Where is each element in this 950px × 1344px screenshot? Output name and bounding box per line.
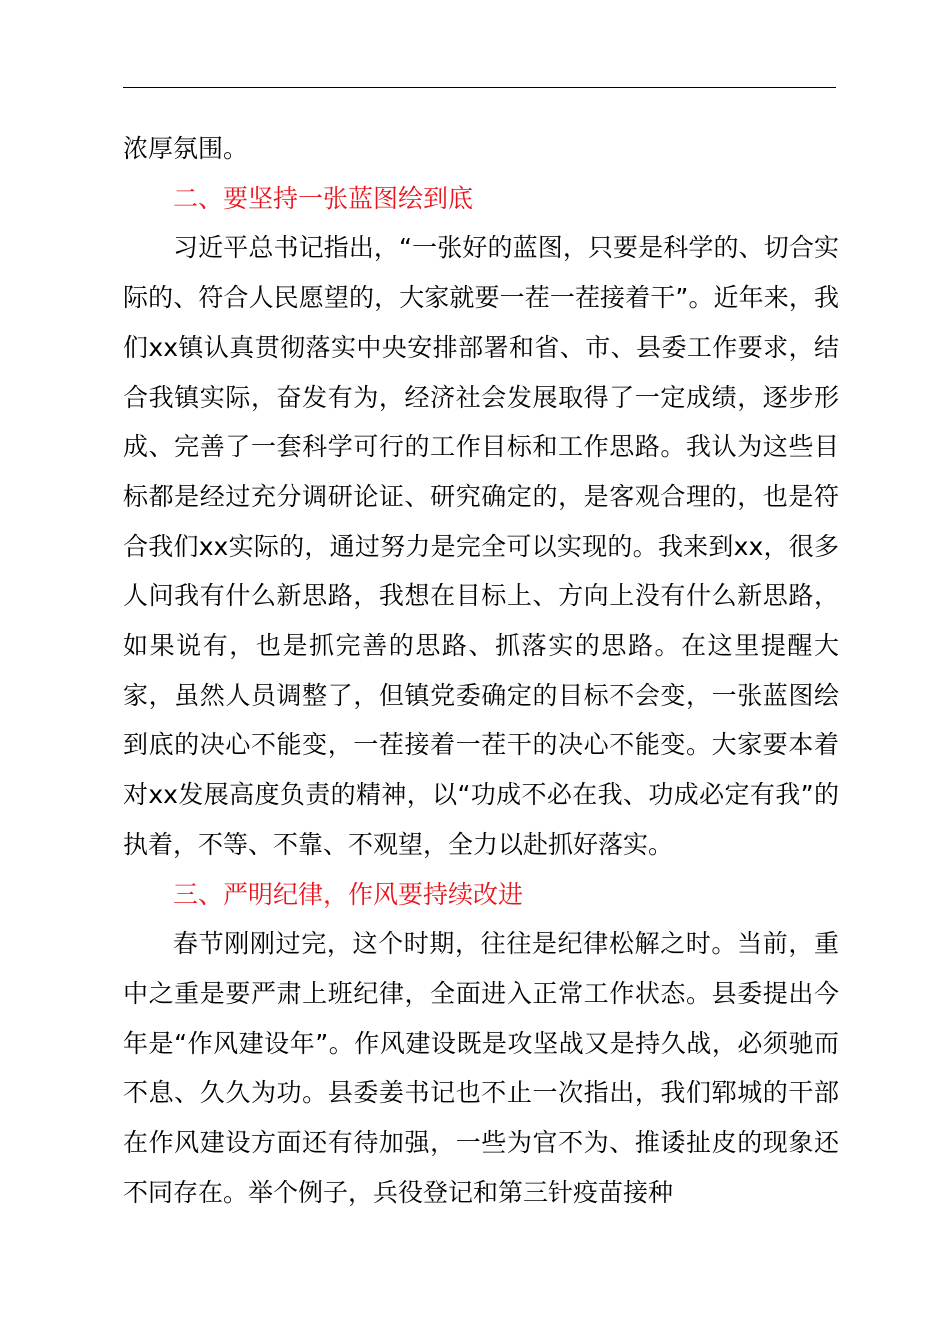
paragraph-blueprint: 习近平总书记指出，“一张好的蓝图，只要是科学的、切合实际的、符合人民愿望的，大家就要一茬一茬接着干”。近年来，我们xx镇认真贯彻落实中央安排部署和省、市、县委工作要求，结合我镇实际，奋发有为，经济社会发展取得了一定成绩，逐步形成、完善了一套科学可行的工作目标和工作思路。我认为这些目标都是经过充分调研论证、研究确定的，是客观合理的，也是符合我们xx实际的，通过努力是完全可以实现的。我来到xx，很多人问我有什么新思路，我想在目标上、方向上没有什么新思路，如果说有，也是抓完善的思路、抓落实的思路。在这里提醒大家，虽然人员调整了，但镇党委确定的目标不会变，一张蓝图绘到底的决心不能变，一茬接着一茬干的决心不能变。大家要本着对xx发展高度负责的精神，以“功成不必在我、功成必定有我”的执着，不等、不靠、不观望，全力以赴抓好落实。	[123, 233, 839, 859]
header-rule	[123, 87, 836, 88]
paragraph-discipline: 春节刚刚过完，这个时期，往往是纪律松解之时。当前，重中之重是要严肃上班纪律，全面进入正常工作状态。县委提出今年是“作风建设年”。作风建设既是攻坚战又是持久战，必须驰而不息、久久为功。县委姜书记也不止一次指出，我们郓城的干部在作风建设方面还有待加强，一些为官不为、推诿扯皮的现象还不同存在。举个例子，兵役登记和第三针疫苗接种	[123, 929, 839, 1207]
section-heading-3: 三、严明纪律，作风要持续改进	[173, 879, 524, 909]
document-body	[123, 124, 839, 1217]
paragraph-continuation: 浓厚氛围。	[123, 134, 249, 163]
section-heading-2: 二、要坚持一张蓝图绘到底	[173, 183, 474, 213]
